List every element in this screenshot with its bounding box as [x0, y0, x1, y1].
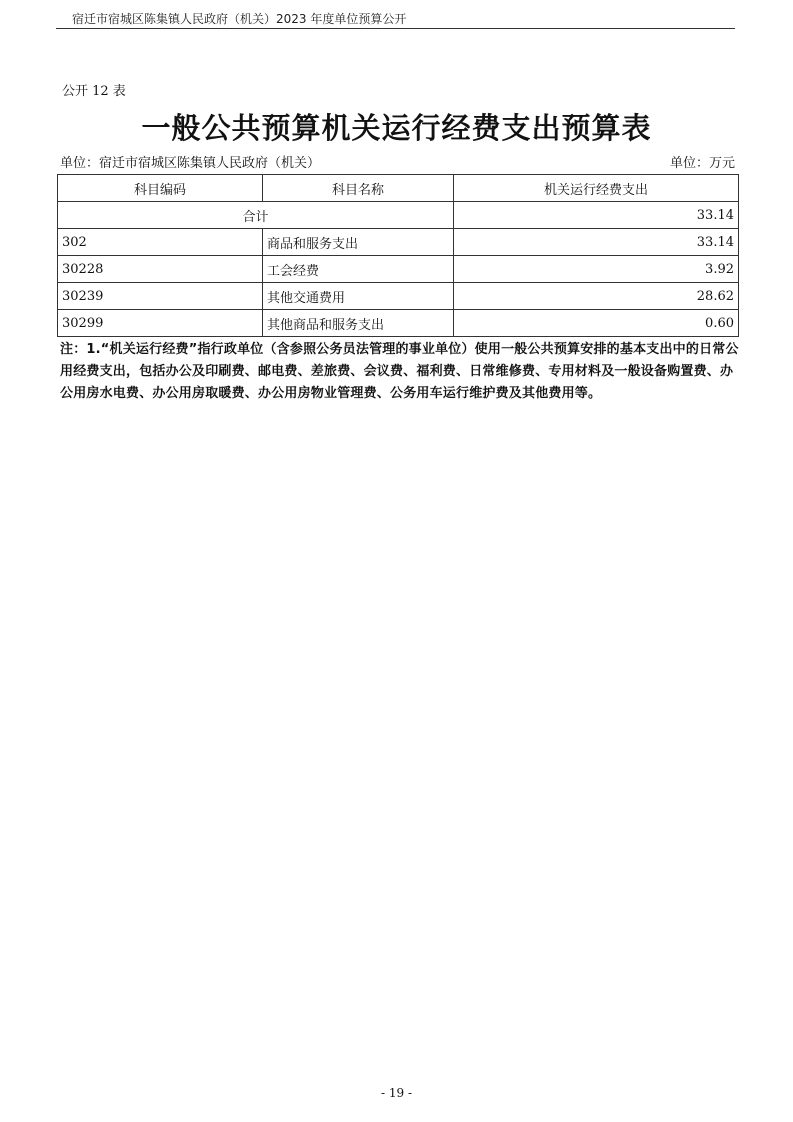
header-divider [56, 28, 735, 29]
row-name: 其他商品和服务支出 [263, 310, 454, 337]
row-name: 商品和服务支出 [263, 229, 454, 256]
table-row [58, 310, 739, 337]
row-code: 30299 [58, 310, 263, 337]
row-code: 30228 [58, 256, 263, 283]
document-header: 宿迁市宿城区陈集镇人民政府（机关）2023 年度单位预算公开 [72, 12, 407, 26]
total-label: 合计 [58, 202, 454, 229]
row-value: 3.92 [454, 256, 739, 283]
page-number: - 19 - [380, 1086, 412, 1100]
row-code: 302 [58, 229, 263, 256]
row-value: 0.60 [454, 310, 739, 337]
unit-organization: 单位：宿迁市宿城区陈集镇人民政府（机关） [60, 156, 321, 171]
table-row [58, 283, 739, 310]
header-expense: 机关运行经费支出 [454, 175, 739, 202]
unit-currency: 单位：万元 [669, 156, 735, 171]
total-row [58, 202, 739, 229]
row-value: 33.14 [454, 229, 739, 256]
table-notes: 注：1.“机关运行经费”指行政单位（含参照公务员法管理的事业单位）使用一般公共预算安排的基本支出中的日常公用经费支出，包括办公及印刷费、邮电费、差旅费、会议费、福利费、日常维修费、专用材料及一般设备购置费、办公用房水电费、办公用房取暖费、办公用房物业管理费、公务用车运行维护费及其他费用等。 [60, 342, 739, 401]
table-row [58, 256, 739, 283]
table-header-row [58, 175, 739, 202]
row-name: 其他交通费用 [263, 283, 454, 310]
total-value: 33.14 [454, 202, 739, 229]
row-name: 工会经费 [263, 256, 454, 283]
row-code: 30239 [58, 283, 263, 310]
row-value: 28.62 [454, 283, 739, 310]
budget-table [57, 174, 739, 337]
page-title: 一般公共预算机关运行经费支出预算表 [141, 111, 652, 145]
header-subject-code: 科目编码 [58, 175, 263, 202]
header-subject-name: 科目名称 [263, 175, 454, 202]
table-row [58, 229, 739, 256]
table-number: 公开 12 表 [62, 84, 126, 99]
